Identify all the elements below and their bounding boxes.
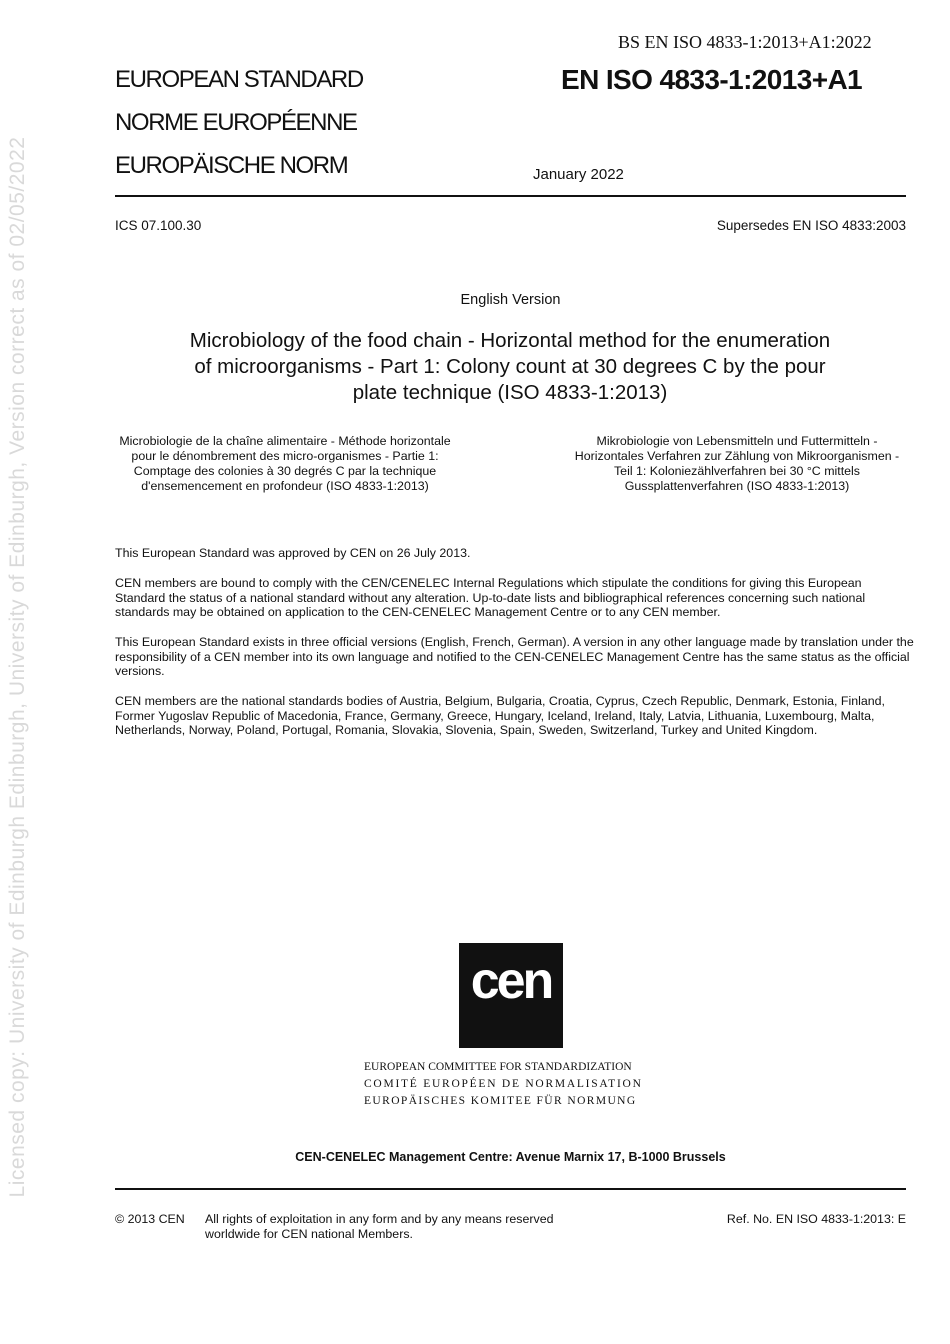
language-version: English Version <box>460 292 561 308</box>
licensed-copy-watermark: Licensed copy: University of Edinburgh Edinburgh, University of Edinburgh, Version correct as of 02/05/2022 <box>6 136 29 1198</box>
copyright: © 2013 CEN <box>115 1212 185 1226</box>
compliance-paragraph: CEN members are bound to comply with the CEN/CENELEC Internal Regulations which stipulate the conditions for giving this European Standard the status of a national standard without any alteration. Up-to-date lists and bibliographical references concerning such national standards may be obtained on application to the CEN-CENELEC Management Centre or to any CEN member. <box>115 576 866 620</box>
title-europaische-norm: EUROPÄISCHE NORM <box>115 152 348 179</box>
footer-divider <box>115 1188 906 1190</box>
publication-date: January 2022 <box>533 166 624 183</box>
committee-name-de: EUROPÄISCHES KOMITEE FÜR NORMUNG <box>364 1095 637 1107</box>
en-number: EN ISO 4833-1:2013+A1 <box>561 64 863 95</box>
committee-name-en: EUROPEAN COMMITTEE FOR STANDARDIZATION <box>364 1061 632 1073</box>
committee-name-fr: COMITÉ EUROPÉEN DE NORMALISATION <box>364 1078 643 1090</box>
ics-code: ICS 07.100.30 <box>115 218 202 233</box>
french-title: Microbiologie de la chaîne alimentaire - Méthode horizontale pour le dénombrement des micro-organismes - Partie 1: Comptage des colonies à 30 degrés C par la technique d'ensemencement en profondeur (ISO 4833-1:2013) <box>119 434 451 493</box>
reference-number: Ref. No. EN ISO 4833-1:2013: E <box>726 1212 906 1226</box>
members-paragraph: CEN members are the national standards bodies of Austria, Belgium, Bulgaria, Croatia, Cyprus, Czech Republic, Denmark, Estonia, Finland, Former Yugoslav Republic of Macedonia, France, Germany, Greece, Hungary, Iceland, Ireland, Italy, Latvia, Lithuania, Luxembourg, Malta, Netherlands, Norway, Poland, Portugal, Romania, Slovakia, Slovenia, Spain, Sweden, Switzerland, Turkey and United Kingdom. <box>115 694 885 738</box>
supersedes-note: Supersedes EN ISO 4833:2003 <box>716 218 906 233</box>
approval-paragraph: This European Standard was approved by CEN on 26 July 2013. <box>115 546 471 560</box>
cen-logo <box>459 943 563 1048</box>
english-title: Microbiology of the food chain - Horizontal method for the enumeration of microorganisms - Part 1: Colony count at 30 degrees C by the pour plate technique (ISO 4833-1:2013) <box>189 329 831 404</box>
title-norme-europeenne: NORME EUROPÉENNE <box>115 109 357 136</box>
management-centre-address: CEN-CENELEC Management Centre: Avenue Marnix 17, B-1000 Brussels <box>295 1150 726 1164</box>
versions-paragraph: This European Standard exists in three official versions (English, French, German). A version in any other language made by translation under the responsibility of a CEN member into its own language and notified to the CEN-CENELEC Management Centre has the same status as the official versions. <box>115 635 914 679</box>
title-european-standard: EUROPEAN STANDARD <box>115 66 363 93</box>
rights-line-1: All rights of exploitation in any form and by any means reserved <box>205 1212 554 1226</box>
german-title: Mikrobiologie von Lebensmitteln und Futtermitteln - Horizontales Verfahren zur Zählung von Mikroorganismen - Teil 1: Koloniezählverfahren bei 30 °C mittels Gussplattenverfahren (ISO 4833-1:2013) <box>574 434 900 493</box>
rights-line-2: worldwide for CEN national Members. <box>205 1227 413 1241</box>
cen-logo-text: cen <box>470 952 552 1010</box>
header-divider <box>115 195 906 197</box>
bs-reference: BS EN ISO 4833-1:2013+A1:2022 <box>618 32 872 52</box>
